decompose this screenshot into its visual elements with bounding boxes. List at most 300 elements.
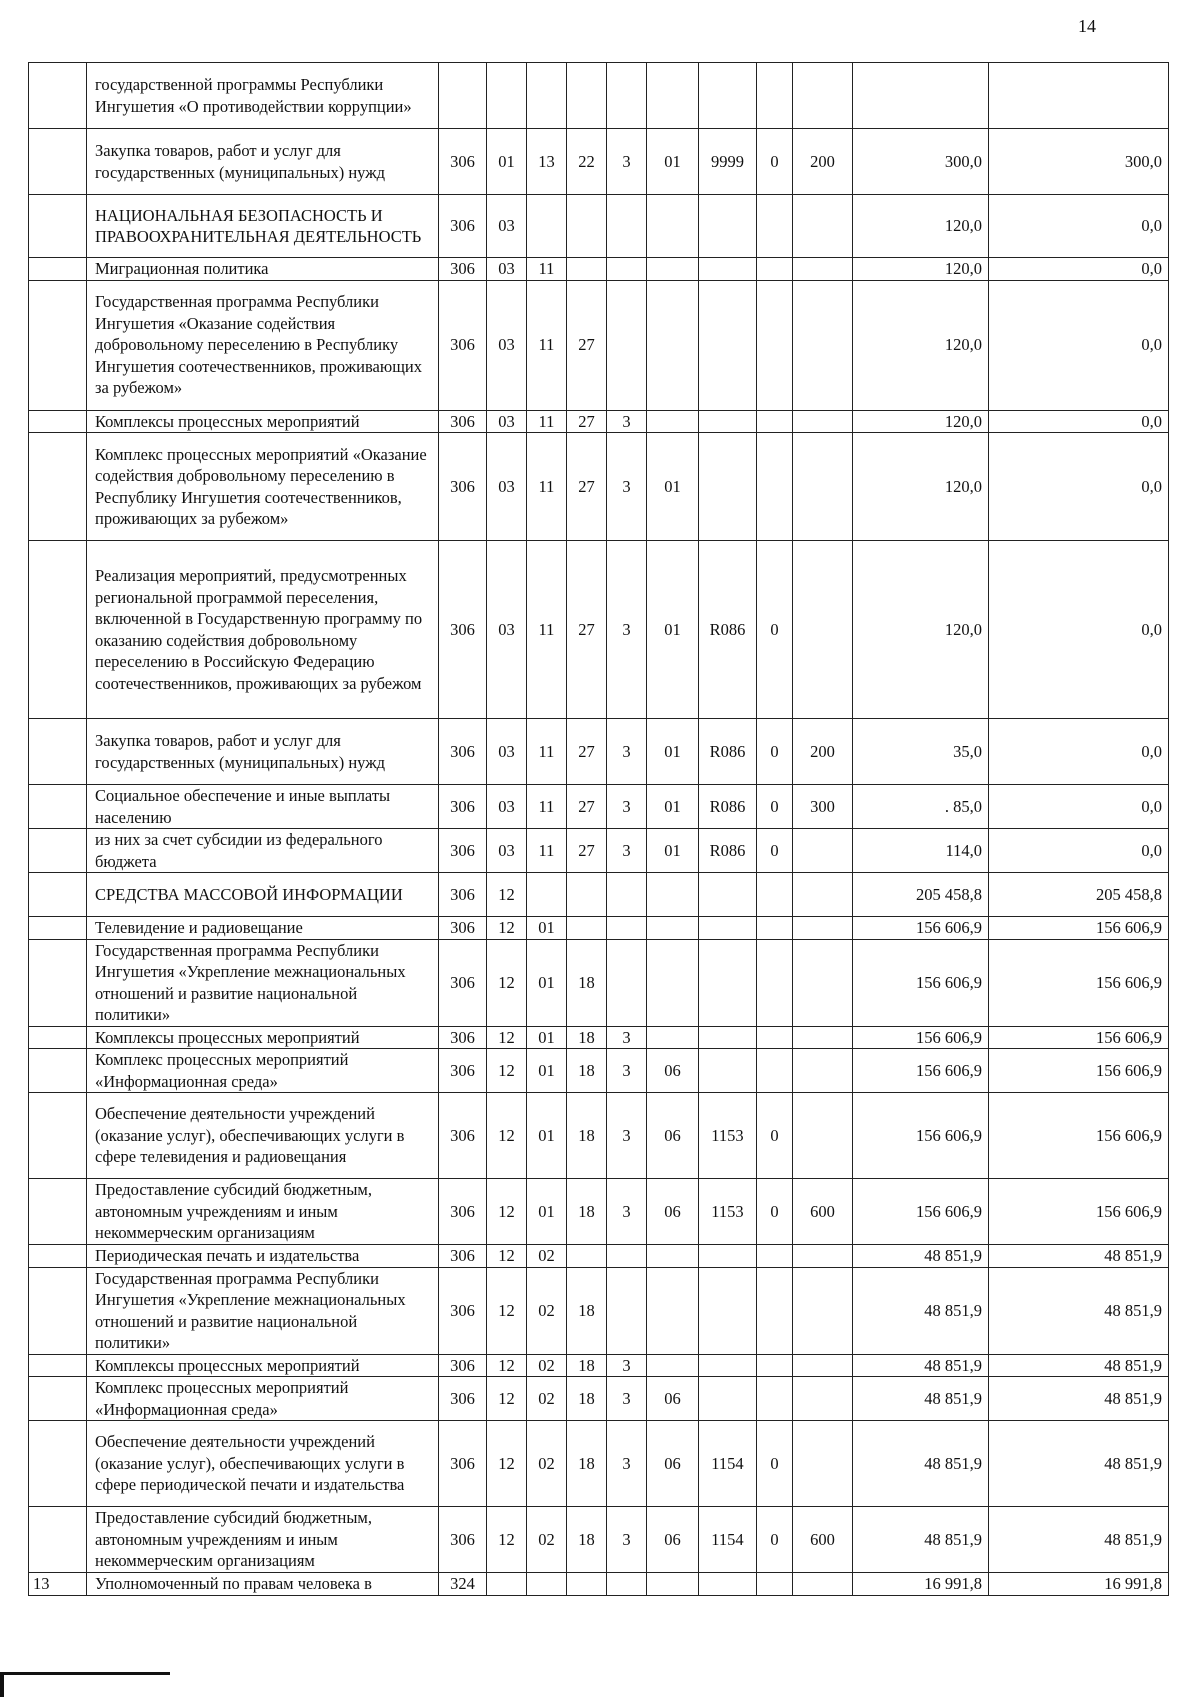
subsection-code-cell: 01	[527, 1026, 567, 1049]
item-name-cell: Комплексы процессных мероприятий	[87, 1026, 439, 1049]
expense-type-cell	[793, 433, 853, 541]
expense-type-cell	[793, 1245, 853, 1268]
program-code-cell: 18	[567, 1377, 607, 1421]
section-code-cell: 12	[487, 1093, 527, 1179]
sub-direction-cell: 0	[757, 541, 793, 719]
complex-code-cell: 06	[647, 1049, 699, 1093]
ministry-code-cell: 306	[439, 719, 487, 785]
direction-code-cell	[699, 1049, 757, 1093]
program-type-cell	[607, 939, 647, 1026]
amount-year2-cell: 156 606,9	[989, 1179, 1169, 1245]
complex-code-cell: 06	[647, 1421, 699, 1507]
amount-year2-cell: 300,0	[989, 129, 1169, 195]
program-type-cell: 3	[607, 785, 647, 829]
sub-direction-cell	[757, 873, 793, 917]
program-type-cell: 3	[607, 1507, 647, 1573]
item-name-cell: государственной программы Республики Ингушетия «О противодействии коррупции»	[87, 63, 439, 129]
table-row	[29, 280, 1169, 410]
section-code-cell: 12	[487, 939, 527, 1026]
ministry-code-cell: 306	[439, 1267, 487, 1354]
table-row	[29, 195, 1169, 258]
complex-code-cell	[647, 1573, 699, 1596]
subsection-code-cell: 02	[527, 1245, 567, 1268]
direction-code-cell: R086	[699, 541, 757, 719]
complex-code-cell	[647, 1245, 699, 1268]
row-number-cell	[29, 1267, 87, 1354]
subsection-code-cell	[527, 1573, 567, 1596]
program-type-cell: 3	[607, 541, 647, 719]
ministry-code-cell: 306	[439, 129, 487, 195]
amount-year2-cell	[989, 63, 1169, 129]
row-number-cell	[29, 719, 87, 785]
subsection-code-cell: 01	[527, 939, 567, 1026]
ministry-code-cell: 306	[439, 433, 487, 541]
subsection-code-cell: 01	[527, 1179, 567, 1245]
amount-year1-cell: . 85,0	[853, 785, 989, 829]
amount-year2-cell: 48 851,9	[989, 1245, 1169, 1268]
section-code-cell: 01	[487, 129, 527, 195]
item-name-cell: НАЦИОНАЛЬНАЯ БЕЗОПАСНОСТЬ И ПРАВООХРАНИТЕЛЬНАЯ ДЕЯТЕЛЬНОСТЬ	[87, 195, 439, 258]
sub-direction-cell: 0	[757, 719, 793, 785]
item-name-cell: Комплекс процессных мероприятий «Оказание содействия добровольному переселению в Республику Ингушетия соотечественников, проживающих за рубежом»	[87, 433, 439, 541]
item-name-cell: Комплексы процессных мероприятий	[87, 410, 439, 433]
sub-direction-cell: 0	[757, 1093, 793, 1179]
amount-year1-cell: 48 851,9	[853, 1354, 989, 1377]
complex-code-cell	[647, 939, 699, 1026]
row-number-cell	[29, 1507, 87, 1573]
amount-year2-cell: 48 851,9	[989, 1354, 1169, 1377]
amount-year1-cell: 156 606,9	[853, 939, 989, 1026]
section-code-cell: 12	[487, 1421, 527, 1507]
sub-direction-cell	[757, 1573, 793, 1596]
sub-direction-cell	[757, 410, 793, 433]
table-row	[29, 785, 1169, 829]
direction-code-cell	[699, 280, 757, 410]
table-row	[29, 63, 1169, 129]
amount-year1-cell: 120,0	[853, 541, 989, 719]
program-code-cell: 27	[567, 433, 607, 541]
row-number-cell	[29, 1093, 87, 1179]
item-name-cell: из них за счет субсидии из федерального бюджета	[87, 829, 439, 873]
program-code-cell	[567, 1573, 607, 1596]
row-number-cell	[29, 873, 87, 917]
section-code-cell: 03	[487, 719, 527, 785]
expense-type-cell	[793, 1573, 853, 1596]
expense-type-cell	[793, 280, 853, 410]
scan-mark	[0, 1672, 170, 1675]
table-row	[29, 719, 1169, 785]
row-number-cell	[29, 1026, 87, 1049]
section-code-cell: 03	[487, 541, 527, 719]
program-type-cell: 3	[607, 1026, 647, 1049]
row-number-cell	[29, 1354, 87, 1377]
section-code-cell: 03	[487, 195, 527, 258]
subsection-code-cell: 11	[527, 541, 567, 719]
expense-type-cell	[793, 1049, 853, 1093]
direction-code-cell	[699, 258, 757, 281]
direction-code-cell	[699, 1354, 757, 1377]
ministry-code-cell: 306	[439, 917, 487, 940]
row-number-cell	[29, 63, 87, 129]
program-code-cell: 22	[567, 129, 607, 195]
amount-year1-cell	[853, 63, 989, 129]
complex-code-cell	[647, 1267, 699, 1354]
item-name-cell: Закупка товаров, работ и услуг для государственных (муниципальных) нужд	[87, 129, 439, 195]
table-row	[29, 1421, 1169, 1507]
amount-year1-cell: 156 606,9	[853, 1026, 989, 1049]
program-code-cell: 27	[567, 719, 607, 785]
amount-year1-cell: 156 606,9	[853, 1049, 989, 1093]
amount-year1-cell: 120,0	[853, 280, 989, 410]
amount-year1-cell: 48 851,9	[853, 1507, 989, 1573]
item-name-cell: Государственная программа Республики Ингушетия «Укрепление межнациональных отношений и развитие национальной политики»	[87, 1267, 439, 1354]
subsection-code-cell: 11	[527, 410, 567, 433]
ministry-code-cell: 324	[439, 1573, 487, 1596]
section-code-cell: 03	[487, 258, 527, 281]
subsection-code-cell: 13	[527, 129, 567, 195]
amount-year2-cell: 156 606,9	[989, 1093, 1169, 1179]
program-code-cell: 18	[567, 1093, 607, 1179]
section-code-cell: 12	[487, 917, 527, 940]
program-code-cell: 27	[567, 410, 607, 433]
row-number-cell	[29, 1421, 87, 1507]
sub-direction-cell	[757, 1245, 793, 1268]
table-row	[29, 433, 1169, 541]
direction-code-cell: 1153	[699, 1179, 757, 1245]
table-row	[29, 1507, 1169, 1573]
subsection-code-cell: 11	[527, 829, 567, 873]
row-number-cell	[29, 785, 87, 829]
ministry-code-cell: 306	[439, 258, 487, 281]
amount-year1-cell: 300,0	[853, 129, 989, 195]
row-number-cell: 13	[29, 1573, 87, 1596]
program-type-cell	[607, 917, 647, 940]
complex-code-cell	[647, 917, 699, 940]
program-code-cell: 18	[567, 1421, 607, 1507]
complex-code-cell: 06	[647, 1093, 699, 1179]
expense-type-cell	[793, 1354, 853, 1377]
direction-code-cell	[699, 63, 757, 129]
ministry-code-cell: 306	[439, 939, 487, 1026]
row-number-cell	[29, 410, 87, 433]
table-row	[29, 1026, 1169, 1049]
amount-year1-cell: 156 606,9	[853, 917, 989, 940]
program-type-cell	[607, 280, 647, 410]
table-row	[29, 1179, 1169, 1245]
expense-type-cell: 600	[793, 1507, 853, 1573]
page-number: 14	[1078, 16, 1096, 36]
amount-year2-cell: 0,0	[989, 410, 1169, 433]
complex-code-cell: 01	[647, 541, 699, 719]
item-name-cell: Предоставление субсидий бюджетным, автономным учреждениям и иным некоммерческим организациям	[87, 1507, 439, 1573]
program-code-cell: 18	[567, 1049, 607, 1093]
expense-type-cell	[793, 1267, 853, 1354]
table-row	[29, 1093, 1169, 1179]
direction-code-cell	[699, 1377, 757, 1421]
program-type-cell	[607, 873, 647, 917]
sub-direction-cell	[757, 1377, 793, 1421]
amount-year2-cell: 156 606,9	[989, 917, 1169, 940]
subsection-code-cell: 01	[527, 1093, 567, 1179]
program-code-cell: 27	[567, 829, 607, 873]
program-type-cell	[607, 1573, 647, 1596]
amount-year2-cell: 0,0	[989, 258, 1169, 281]
section-code-cell: 03	[487, 433, 527, 541]
program-type-cell: 3	[607, 1179, 647, 1245]
amount-year1-cell: 120,0	[853, 258, 989, 281]
complex-code-cell	[647, 280, 699, 410]
program-type-cell: 3	[607, 1354, 647, 1377]
amount-year2-cell: 16 991,8	[989, 1573, 1169, 1596]
complex-code-cell: 01	[647, 129, 699, 195]
program-type-cell: 3	[607, 1049, 647, 1093]
ministry-code-cell: 306	[439, 1245, 487, 1268]
table-row	[29, 917, 1169, 940]
program-code-cell: 27	[567, 785, 607, 829]
amount-year2-cell: 0,0	[989, 195, 1169, 258]
row-number-cell	[29, 1377, 87, 1421]
amount-year2-cell: 48 851,9	[989, 1377, 1169, 1421]
item-name-cell: Обеспечение деятельности учреждений (оказание услуг), обеспечивающих услуги в сфере периодической печати и издательства	[87, 1421, 439, 1507]
amount-year1-cell: 120,0	[853, 410, 989, 433]
direction-code-cell	[699, 873, 757, 917]
sub-direction-cell	[757, 280, 793, 410]
subsection-code-cell: 02	[527, 1267, 567, 1354]
section-code-cell	[487, 63, 527, 129]
expense-type-cell	[793, 258, 853, 281]
program-type-cell	[607, 195, 647, 258]
table-row	[29, 1377, 1169, 1421]
sub-direction-cell	[757, 1354, 793, 1377]
complex-code-cell	[647, 1354, 699, 1377]
table-body	[29, 63, 1169, 1596]
amount-year2-cell: 156 606,9	[989, 1026, 1169, 1049]
section-code-cell: 12	[487, 1267, 527, 1354]
subsection-code-cell	[527, 63, 567, 129]
program-type-cell: 3	[607, 1421, 647, 1507]
program-type-cell: 3	[607, 1377, 647, 1421]
subsection-code-cell: 11	[527, 785, 567, 829]
sub-direction-cell: 0	[757, 1421, 793, 1507]
table-row	[29, 1354, 1169, 1377]
table-row	[29, 939, 1169, 1026]
subsection-code-cell: 11	[527, 280, 567, 410]
ministry-code-cell: 306	[439, 785, 487, 829]
amount-year1-cell: 156 606,9	[853, 1179, 989, 1245]
section-code-cell: 12	[487, 1245, 527, 1268]
scan-mark-vertical	[0, 1672, 4, 1697]
table-row	[29, 1049, 1169, 1093]
item-name-cell: Закупка товаров, работ и услуг для государственных (муниципальных) нужд	[87, 719, 439, 785]
expense-type-cell	[793, 1093, 853, 1179]
ministry-code-cell: 306	[439, 873, 487, 917]
item-name-cell: Миграционная политика	[87, 258, 439, 281]
section-code-cell: 12	[487, 873, 527, 917]
item-name-cell: Комплекс процессных мероприятий «Информационная среда»	[87, 1377, 439, 1421]
amount-year1-cell: 114,0	[853, 829, 989, 873]
expense-type-cell: 200	[793, 719, 853, 785]
sub-direction-cell	[757, 1049, 793, 1093]
direction-code-cell	[699, 195, 757, 258]
row-number-cell	[29, 1049, 87, 1093]
item-name-cell: Периодическая печать и издательства	[87, 1245, 439, 1268]
section-code-cell: 12	[487, 1377, 527, 1421]
subsection-code-cell	[527, 195, 567, 258]
subsection-code-cell: 02	[527, 1377, 567, 1421]
expense-type-cell	[793, 1377, 853, 1421]
item-name-cell: Комплексы процессных мероприятий	[87, 1354, 439, 1377]
complex-code-cell: 06	[647, 1507, 699, 1573]
amount-year1-cell: 120,0	[853, 195, 989, 258]
amount-year2-cell: 0,0	[989, 719, 1169, 785]
complex-code-cell	[647, 63, 699, 129]
subsection-code-cell: 01	[527, 1049, 567, 1093]
sub-direction-cell: 0	[757, 1179, 793, 1245]
program-code-cell: 18	[567, 1354, 607, 1377]
sub-direction-cell	[757, 917, 793, 940]
complex-code-cell: 01	[647, 829, 699, 873]
amount-year2-cell: 0,0	[989, 785, 1169, 829]
program-code-cell	[567, 63, 607, 129]
sub-direction-cell	[757, 63, 793, 129]
ministry-code-cell: 306	[439, 195, 487, 258]
expense-type-cell	[793, 195, 853, 258]
program-code-cell: 18	[567, 1507, 607, 1573]
section-code-cell: 12	[487, 1049, 527, 1093]
program-code-cell	[567, 1245, 607, 1268]
row-number-cell	[29, 258, 87, 281]
program-code-cell	[567, 258, 607, 281]
ministry-code-cell: 306	[439, 410, 487, 433]
program-code-cell: 18	[567, 939, 607, 1026]
row-number-cell	[29, 433, 87, 541]
row-number-cell	[29, 939, 87, 1026]
sub-direction-cell: 0	[757, 829, 793, 873]
item-name-cell: Реализация мероприятий, предусмотренных региональной программой переселения, включенной в Государственную программу по оказанию содействия добровольному переселению в Российскую Федерацию соотечественников, проживающих за рубежом	[87, 541, 439, 719]
program-code-cell	[567, 917, 607, 940]
program-type-cell	[607, 1245, 647, 1268]
expense-type-cell	[793, 1026, 853, 1049]
amount-year2-cell: 0,0	[989, 829, 1169, 873]
row-number-cell	[29, 1245, 87, 1268]
sub-direction-cell	[757, 1267, 793, 1354]
sub-direction-cell: 0	[757, 785, 793, 829]
complex-code-cell	[647, 195, 699, 258]
subsection-code-cell: 02	[527, 1354, 567, 1377]
program-code-cell	[567, 195, 607, 258]
row-number-cell	[29, 541, 87, 719]
direction-code-cell	[699, 1026, 757, 1049]
table-row	[29, 129, 1169, 195]
program-type-cell: 3	[607, 129, 647, 195]
table-row	[29, 829, 1169, 873]
complex-code-cell: 01	[647, 719, 699, 785]
direction-code-cell	[699, 939, 757, 1026]
ministry-code-cell: 306	[439, 1179, 487, 1245]
ministry-code-cell: 306	[439, 829, 487, 873]
program-type-cell	[607, 63, 647, 129]
row-number-cell	[29, 195, 87, 258]
subsection-code-cell: 01	[527, 917, 567, 940]
section-code-cell: 12	[487, 1354, 527, 1377]
table-row	[29, 1573, 1169, 1596]
program-code-cell: 18	[567, 1026, 607, 1049]
section-code-cell	[487, 1573, 527, 1596]
section-code-cell: 03	[487, 280, 527, 410]
item-name-cell: Обеспечение деятельности учреждений (оказание услуг), обеспечивающих услуги в сфере телевидения и радиовещания	[87, 1093, 439, 1179]
table-row	[29, 258, 1169, 281]
amount-year1-cell: 48 851,9	[853, 1267, 989, 1354]
item-name-cell: Государственная программа Республики Ингушетия «Укрепление межнациональных отношений и развитие национальной политики»	[87, 939, 439, 1026]
direction-code-cell: 1154	[699, 1421, 757, 1507]
program-type-cell: 3	[607, 1093, 647, 1179]
program-code-cell	[567, 873, 607, 917]
complex-code-cell: 06	[647, 1377, 699, 1421]
section-code-cell: 12	[487, 1026, 527, 1049]
direction-code-cell: 1153	[699, 1093, 757, 1179]
complex-code-cell	[647, 873, 699, 917]
table-row	[29, 1267, 1169, 1354]
sub-direction-cell	[757, 258, 793, 281]
expense-type-cell	[793, 410, 853, 433]
amount-year2-cell: 0,0	[989, 280, 1169, 410]
subsection-code-cell: 02	[527, 1421, 567, 1507]
item-name-cell: Предоставление субсидий бюджетным, автономным учреждениям и иным некоммерческим организациям	[87, 1179, 439, 1245]
row-number-cell	[29, 129, 87, 195]
complex-code-cell	[647, 258, 699, 281]
direction-code-cell: R086	[699, 829, 757, 873]
program-code-cell: 18	[567, 1267, 607, 1354]
section-code-cell: 12	[487, 1179, 527, 1245]
program-type-cell: 3	[607, 410, 647, 433]
complex-code-cell: 01	[647, 433, 699, 541]
amount-year2-cell: 0,0	[989, 433, 1169, 541]
table-row	[29, 541, 1169, 719]
section-code-cell: 03	[487, 410, 527, 433]
ministry-code-cell: 306	[439, 1377, 487, 1421]
section-code-cell: 03	[487, 829, 527, 873]
complex-code-cell: 06	[647, 1179, 699, 1245]
direction-code-cell	[699, 1245, 757, 1268]
amount-year1-cell: 205 458,8	[853, 873, 989, 917]
expense-type-cell	[793, 917, 853, 940]
sub-direction-cell	[757, 939, 793, 1026]
direction-code-cell	[699, 917, 757, 940]
table-row	[29, 1245, 1169, 1268]
budget-table	[28, 62, 1169, 1596]
expense-type-cell	[793, 939, 853, 1026]
direction-code-cell	[699, 1267, 757, 1354]
amount-year2-cell: 48 851,9	[989, 1507, 1169, 1573]
item-name-cell: Социальное обеспечение и иные выплаты населению	[87, 785, 439, 829]
item-name-cell: Комплекс процессных мероприятий «Информационная среда»	[87, 1049, 439, 1093]
sub-direction-cell	[757, 1026, 793, 1049]
expense-type-cell	[793, 829, 853, 873]
ministry-code-cell: 306	[439, 1507, 487, 1573]
table-row	[29, 873, 1169, 917]
amount-year2-cell: 48 851,9	[989, 1267, 1169, 1354]
complex-code-cell	[647, 1026, 699, 1049]
amount-year2-cell: 48 851,9	[989, 1421, 1169, 1507]
ministry-code-cell: 306	[439, 1049, 487, 1093]
subsection-code-cell: 11	[527, 433, 567, 541]
complex-code-cell	[647, 410, 699, 433]
table-row	[29, 410, 1169, 433]
expense-type-cell: 300	[793, 785, 853, 829]
amount-year2-cell: 205 458,8	[989, 873, 1169, 917]
subsection-code-cell: 11	[527, 258, 567, 281]
direction-code-cell: 1154	[699, 1507, 757, 1573]
